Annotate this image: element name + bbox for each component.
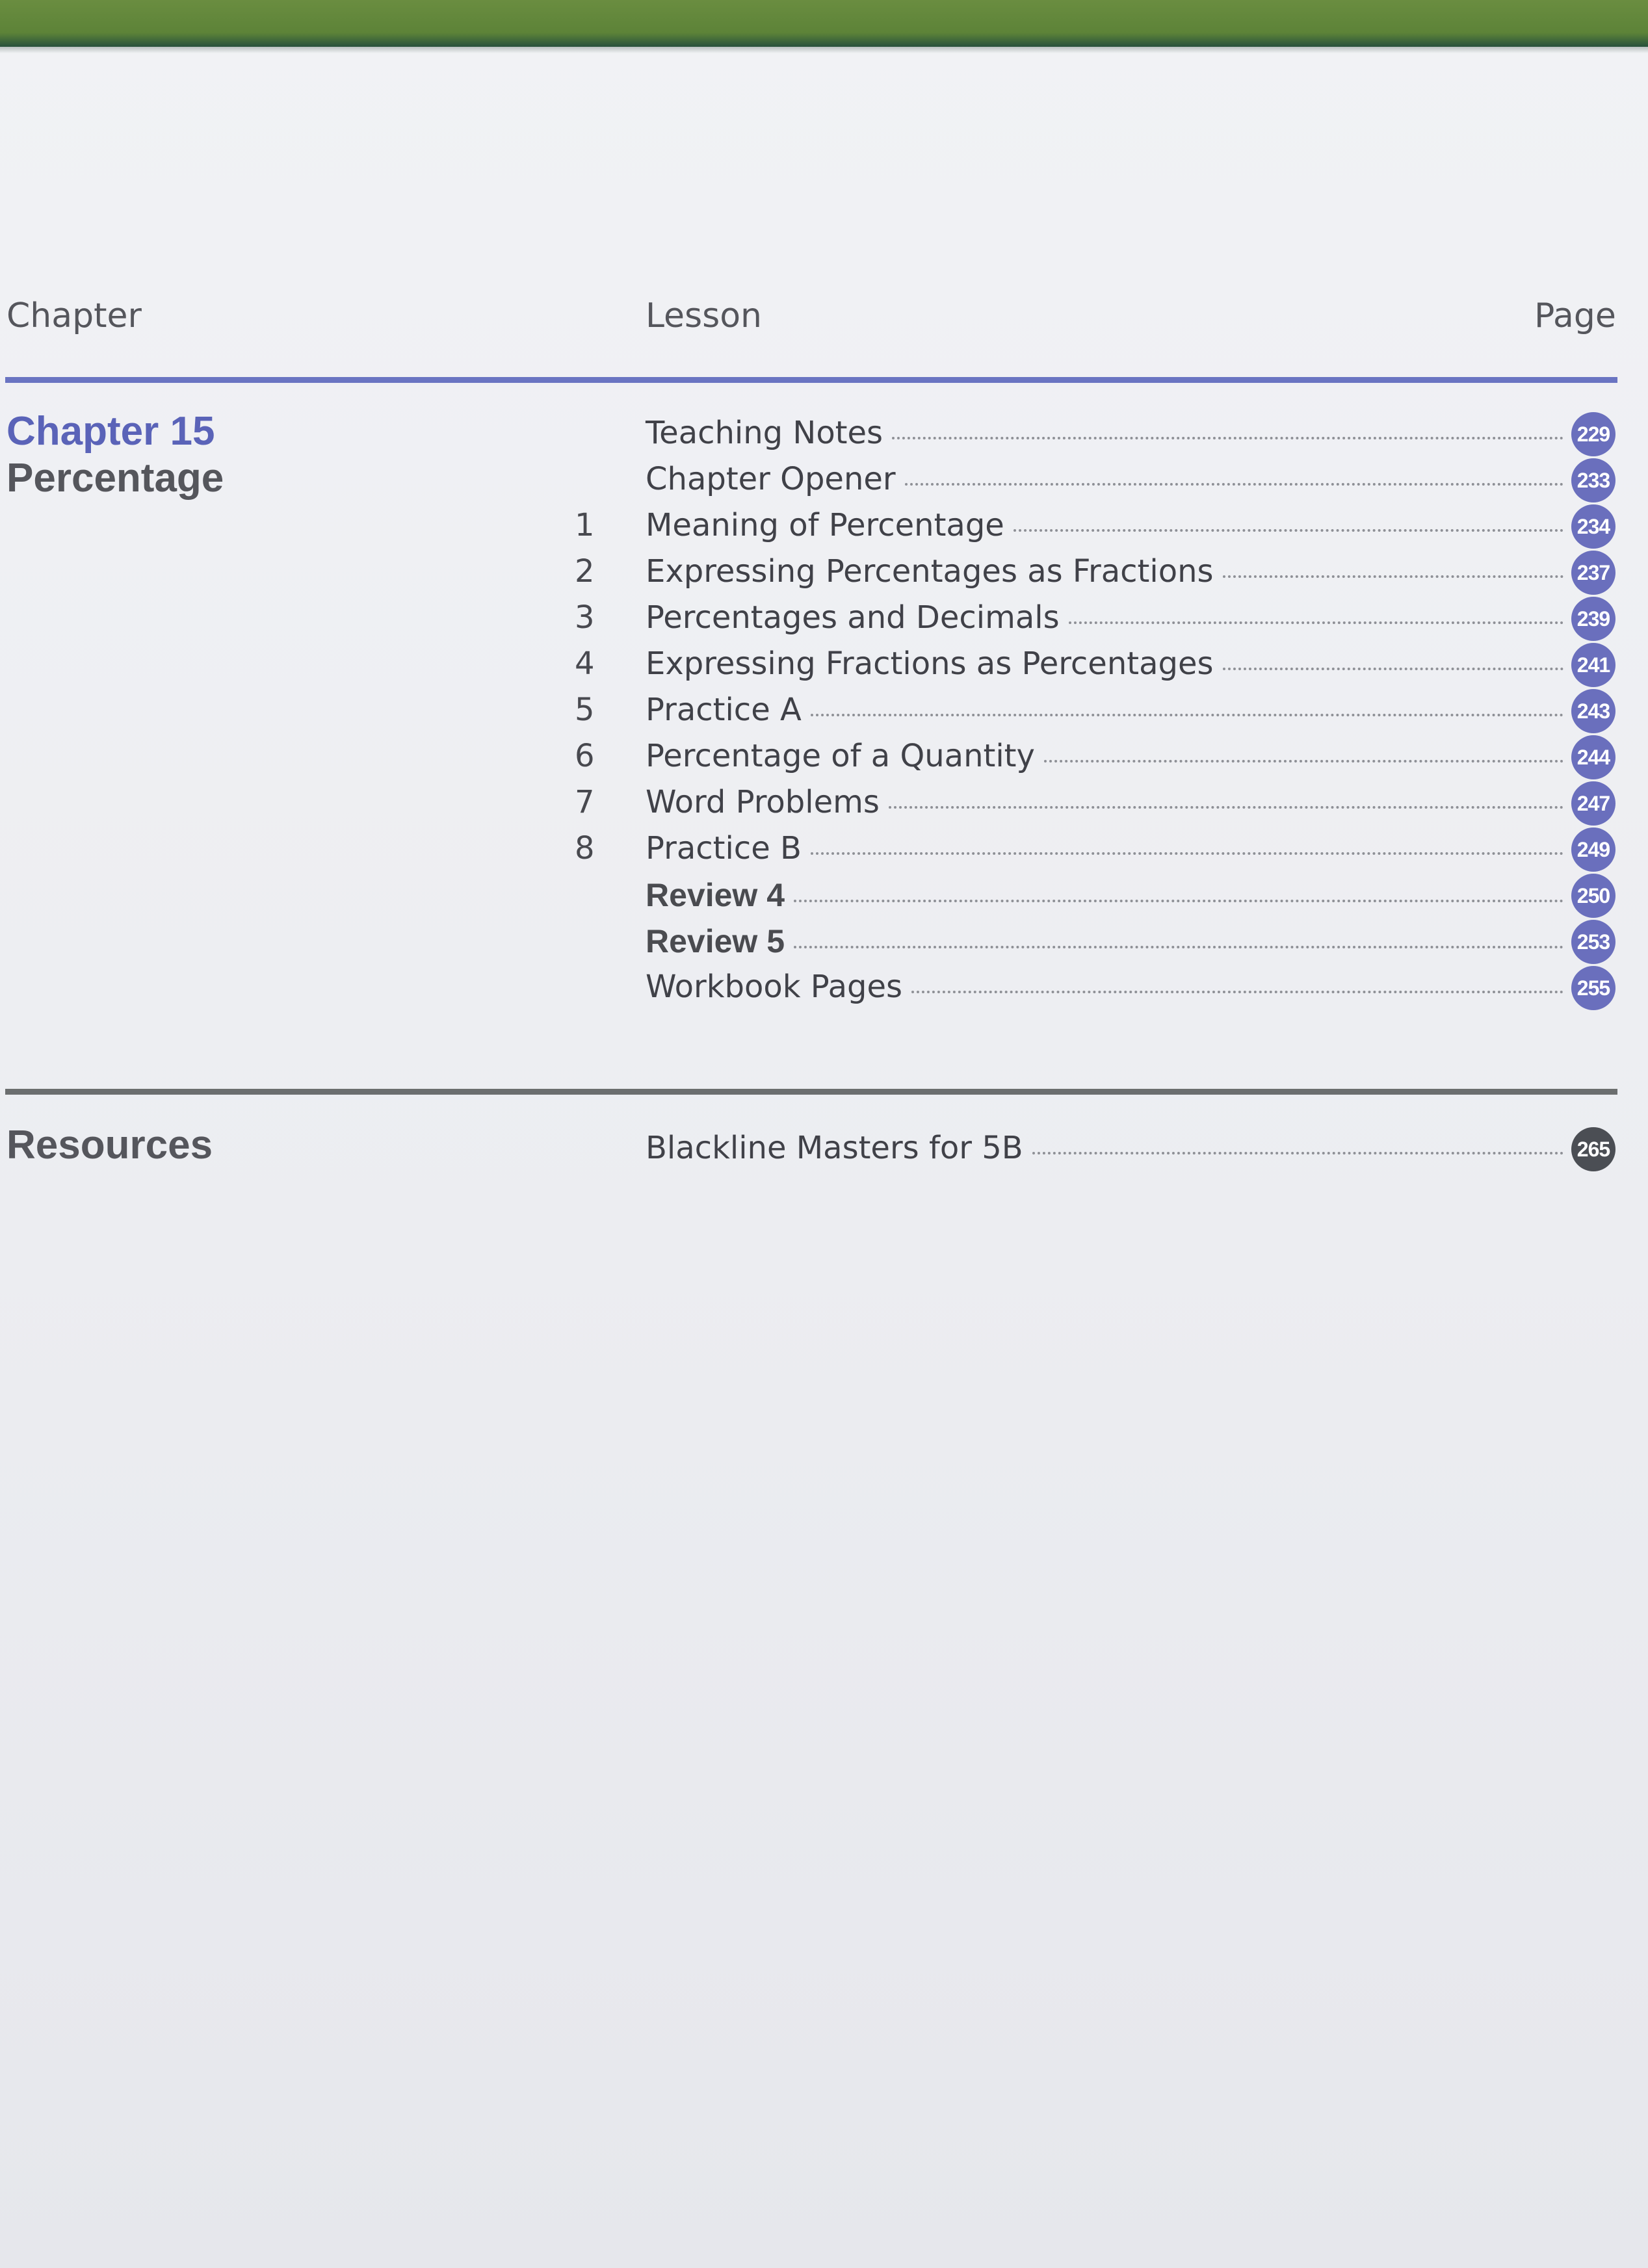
toc-row[interactable] bbox=[0, 415, 1648, 462]
page-number-badge: 237 bbox=[1571, 551, 1615, 595]
page-number-badge: 233 bbox=[1571, 458, 1615, 502]
lesson-column-header: Lesson bbox=[646, 296, 763, 335]
top-color-band bbox=[0, 0, 1648, 47]
lesson-title: Practice B bbox=[646, 830, 802, 867]
lesson-title: Review 5 bbox=[646, 923, 785, 959]
lesson-title: Meaning of Percentage bbox=[646, 507, 1004, 543]
toc-entry bbox=[646, 784, 1563, 820]
lesson-number: 1 bbox=[575, 507, 595, 543]
toc-row[interactable] bbox=[0, 599, 1648, 646]
dot-leader bbox=[794, 894, 1563, 902]
toc-row[interactable] bbox=[0, 830, 1648, 877]
toc-row[interactable] bbox=[0, 738, 1648, 785]
dot-leader bbox=[1223, 570, 1564, 578]
lesson-number: 6 bbox=[575, 738, 595, 774]
lesson-title: Teaching Notes bbox=[646, 415, 883, 451]
dot-leader bbox=[794, 941, 1563, 948]
page-number-badge: 239 bbox=[1571, 597, 1615, 641]
toc-entry bbox=[646, 507, 1563, 543]
lesson-number: 8 bbox=[575, 830, 595, 867]
lesson-title: Chapter Opener bbox=[646, 461, 896, 497]
page-number-badge: 244 bbox=[1571, 735, 1615, 779]
toc-entry bbox=[646, 461, 1563, 497]
toc-row[interactable] bbox=[0, 969, 1648, 1015]
page-column-header: Page bbox=[1534, 296, 1616, 335]
toc-entry bbox=[646, 830, 1563, 867]
page-number-badge: 234 bbox=[1571, 504, 1615, 549]
toc-row[interactable] bbox=[0, 692, 1648, 738]
toc-row[interactable] bbox=[0, 553, 1648, 600]
dot-leader bbox=[1032, 1147, 1563, 1154]
lesson-title: Practice A bbox=[646, 692, 802, 728]
toc-row[interactable] bbox=[0, 1130, 1648, 1177]
top-band-shadow bbox=[0, 47, 1648, 53]
toc-entry bbox=[646, 922, 1563, 960]
page-number-badge: 229 bbox=[1571, 412, 1615, 456]
toc-row[interactable] bbox=[0, 876, 1648, 923]
page-number-badge: 243 bbox=[1571, 689, 1615, 733]
dot-leader bbox=[911, 985, 1563, 993]
dot-leader bbox=[1044, 755, 1563, 763]
toc-row[interactable] bbox=[0, 784, 1648, 831]
lesson-title: Word Problems bbox=[646, 784, 880, 820]
toc-entry bbox=[646, 738, 1563, 774]
toc-entry bbox=[646, 645, 1563, 682]
page-number-badge: 265 bbox=[1571, 1127, 1615, 1171]
lesson-title: Percentages and Decimals bbox=[646, 599, 1060, 636]
lesson-number: 2 bbox=[575, 553, 595, 590]
toc-row[interactable] bbox=[0, 507, 1648, 554]
dot-leader bbox=[811, 847, 1563, 855]
lesson-number: 4 bbox=[575, 645, 595, 682]
lesson-number: 7 bbox=[575, 784, 595, 820]
toc-entry bbox=[646, 415, 1563, 451]
dot-leader bbox=[1223, 662, 1564, 670]
toc-entry bbox=[646, 1130, 1563, 1166]
chapter-number: Chapter 15 bbox=[7, 409, 215, 454]
toc-row[interactable] bbox=[0, 645, 1648, 692]
chapter-column-header: Chapter bbox=[7, 296, 142, 335]
resources-divider-rule bbox=[5, 1089, 1617, 1095]
toc-row[interactable] bbox=[0, 461, 1648, 508]
lesson-title: Review 4 bbox=[646, 877, 785, 913]
dot-leader bbox=[1014, 524, 1563, 532]
lesson-title: Blackline Masters for 5B bbox=[646, 1130, 1023, 1166]
lesson-number: 3 bbox=[575, 599, 595, 636]
page-number-badge: 247 bbox=[1571, 781, 1615, 826]
page-number-badge: 241 bbox=[1571, 643, 1615, 687]
page-number-badge: 249 bbox=[1571, 828, 1615, 872]
page-number-badge: 255 bbox=[1571, 966, 1615, 1010]
toc-entry bbox=[646, 876, 1563, 914]
page-number-badge: 250 bbox=[1571, 874, 1615, 918]
page-number-badge: 253 bbox=[1571, 920, 1615, 964]
dot-leader bbox=[905, 478, 1563, 486]
toc-entry bbox=[646, 969, 1563, 1005]
dot-leader bbox=[811, 709, 1563, 716]
toc-entry bbox=[646, 692, 1563, 728]
chapter-divider-rule bbox=[5, 377, 1617, 383]
dot-leader bbox=[1069, 616, 1563, 624]
lesson-number: 5 bbox=[575, 692, 595, 728]
dot-leader bbox=[892, 432, 1563, 439]
lesson-title: Workbook Pages bbox=[646, 969, 903, 1005]
toc-entry bbox=[646, 553, 1563, 590]
chapter-title: Percentage bbox=[7, 456, 224, 501]
dot-leader bbox=[889, 801, 1563, 809]
toc-entry bbox=[646, 599, 1563, 636]
lesson-title: Expressing Fractions as Percentages bbox=[646, 645, 1214, 682]
toc-row[interactable] bbox=[0, 922, 1648, 969]
lesson-title: Expressing Percentages as Fractions bbox=[646, 553, 1214, 590]
lesson-title: Percentage of a Quantity bbox=[646, 738, 1035, 774]
resources-title: Resources bbox=[7, 1123, 213, 1167]
